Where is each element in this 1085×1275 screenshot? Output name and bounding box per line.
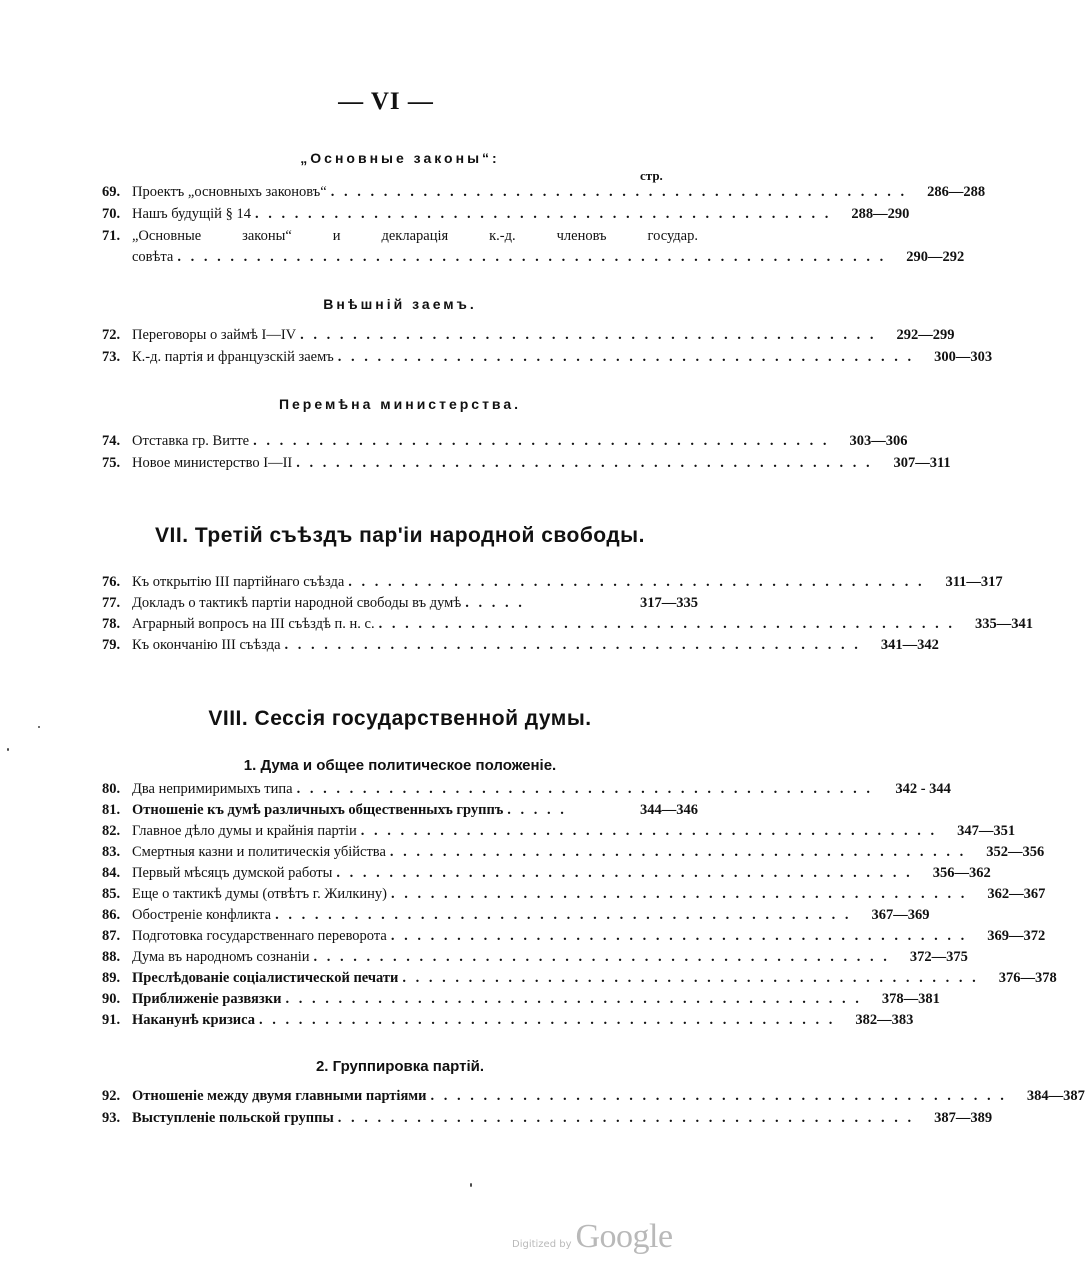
entry-pages: 307—311 <box>893 455 951 471</box>
entry-number: 71. <box>102 228 121 244</box>
digitized-watermark <box>512 1218 673 1256</box>
leader-dots: . . . . . . . . . . . . . . . . . . . . . . . . . . . . . . . . . . . . . . . . . . . . <box>389 844 967 860</box>
entry-pages: 356—362 <box>932 865 991 881</box>
entry-number: 88. <box>102 949 121 965</box>
leader-dots: . . . . . . . . . . . . . . . . . . . . . . . . . . . . . . . . . . . . . . . . . . . . <box>275 907 852 923</box>
entry-number: 76. <box>102 574 121 590</box>
toc-entry[interactable] <box>102 574 1003 596</box>
entry-title: Преслѣдованіе соціалистической печати <box>132 970 399 986</box>
entry-title: Первый мѣсяцъ думской работы <box>132 865 333 881</box>
entry-title: Выступленіе польской группы <box>132 1110 334 1126</box>
toc-entry[interactable] <box>102 991 940 1013</box>
subsection-heading-2: 2. Группировка партій. <box>315 1058 485 1075</box>
entry-title: „Основные законы“ и декларація к.-д. членовъ государ. <box>132 228 698 244</box>
toc-entry[interactable] <box>102 1012 914 1034</box>
entry-pages: 292—299 <box>896 327 955 343</box>
entry-number: 87. <box>102 928 121 944</box>
entry-title: Къ окончанію III съѣзда <box>132 637 281 653</box>
entry-number: 89. <box>102 970 121 986</box>
entry-number: 82. <box>102 823 121 839</box>
entry-number: 75. <box>102 455 121 471</box>
toc-entry[interactable] <box>102 184 986 206</box>
entry-title: Отношеніе между двумя главными партіями <box>132 1088 427 1104</box>
entry-title: Обостреніе конфликта <box>132 907 272 923</box>
entry-pages: 344—346 <box>640 802 698 818</box>
entry-number: 78. <box>102 616 121 632</box>
entry-number: 70. <box>102 206 121 222</box>
entry-pages: 303—306 <box>849 433 908 449</box>
entry-title: Переговоры о займѣ I—IV <box>132 327 297 343</box>
entry-pages: 300—303 <box>934 349 993 365</box>
entry-number: 80. <box>102 781 121 797</box>
scan-speck <box>470 1183 472 1187</box>
entry-pages: 288—290 <box>851 206 910 222</box>
toc-entry[interactable] <box>102 637 939 659</box>
toc-entry[interactable] <box>102 616 1033 638</box>
entry-pages: 286—288 <box>927 184 986 200</box>
entry-title: Дума въ народномъ сознаніи <box>132 949 310 965</box>
entry-pages: 369—372 <box>987 928 1046 944</box>
entry-number: 73. <box>102 349 121 365</box>
entry-pages: 335—341 <box>974 616 1033 632</box>
leader-dots: . . . . . . . . . . . . . . . . . . . . . . . . . . . . . . . . . . . . . . . . . . . . <box>254 206 832 222</box>
entry-title: Приближеніе развязки <box>132 991 282 1007</box>
entry-pages: 311—317 <box>945 574 1003 590</box>
leader-dots: . . . . . . . . . . . . . . . . . . . . . . . . . . . . . . . . . . . . . . . . . . . . <box>285 991 862 1007</box>
toc-entry[interactable] <box>102 886 1046 908</box>
entry-pages: 376—378 <box>998 970 1057 986</box>
entry-pages: 378—381 <box>881 991 940 1007</box>
section-heading-foreign-loan: Внѣшній заемъ. <box>323 296 477 312</box>
entry-title: Отношеніе къ думѣ различныхъ общественныхъ группъ <box>132 802 504 818</box>
entry-number: 83. <box>102 844 121 860</box>
scan-speck <box>7 748 9 751</box>
entry-title: Къ открытію III партійнаго съѣзда <box>132 574 345 590</box>
entry-title: Докладъ о тактикѣ партіи народной свободы въ думѣ <box>132 595 462 611</box>
toc-entry[interactable] <box>102 844 1045 866</box>
entry-number: 81. <box>102 802 121 818</box>
toc-entry[interactable] <box>102 595 698 617</box>
entry-pages: 387—389 <box>934 1110 993 1126</box>
entry-title: Наканунѣ кризиса <box>132 1012 256 1028</box>
entry-pages: 384—387 <box>1026 1088 1085 1104</box>
leader-dots: . . . . . . . . . . . . . . . . . . . . . . . . . . . . . . . . . . . . . . . . . . . . <box>336 865 913 881</box>
entry-number: 84. <box>102 865 121 881</box>
leader-dots: . . . . . . . . . . . . . . . . . . . . . . . . . . . . . . . . . . . . . . . . . . . . <box>296 455 873 471</box>
entry-title: Аграрный вопросъ на III съѣздѣ п. н. с. <box>132 616 375 632</box>
leader-dots: . . . . . . . . . . . . . . . . . . . . . . . . . . . . . . . . . . . . . . . . . . . . . . . . . . . . . . <box>177 249 887 265</box>
section-heading-basic-laws: „Основные законы“: <box>300 150 500 166</box>
entry-number: 93. <box>102 1110 121 1126</box>
leader-dots: . . . . . . . . . . . . . . . . . . . . . . . . . . . . . . . . . . . . . . . . . . . . <box>259 1012 836 1028</box>
toc-entry[interactable] <box>102 949 968 971</box>
entry-title: Подготовка государственнаго переворота <box>132 928 387 944</box>
toc-entry[interactable] <box>102 228 698 250</box>
entry-number: 92. <box>102 1088 121 1104</box>
entry-number: 69. <box>102 184 121 200</box>
toc-entry[interactable] <box>102 455 951 477</box>
leader-dots: . . . . . . . . . . . . . . . . . . . . . . . . . . . . . . . . . . . . . . . . . . . . <box>253 433 830 449</box>
toc-entry[interactable] <box>102 865 991 887</box>
toc-entry[interactable] <box>102 433 908 455</box>
entry-pages: 382—383 <box>855 1012 914 1028</box>
entry-pages: 367—369 <box>871 907 930 923</box>
leader-dots: . . . . . <box>507 802 567 818</box>
entry-pages: 317—335 <box>640 595 698 611</box>
subsection-heading-1: 1. Дума и общее политическое положеніе. <box>243 757 557 774</box>
toc-entry-continuation[interactable] <box>102 249 965 271</box>
entry-pages: 290—292 <box>906 249 965 265</box>
entry-pages: 352—356 <box>986 844 1045 860</box>
toc-entry[interactable] <box>102 349 993 371</box>
entry-title: Два непримиримыхъ типа <box>132 781 293 797</box>
leader-dots: . . . . . . . . . . . . . . . . . . . . . . . . . . . . . . . . . . . . . . . . . . . . <box>378 616 955 632</box>
entry-title: Смертныя казни и политическія убійства <box>132 844 386 860</box>
entry-title: Отставка гр. Витте <box>132 433 250 449</box>
chapter-heading-vii: VII. Третій съѣздъ пар'іи народной свободы. <box>155 524 645 547</box>
leader-dots: . . . . . . . . . . . . . . . . . . . . . . . . . . . . . . . . . . . . . . . . . . . . <box>330 184 908 200</box>
leader-dots: . . . . . . . . . . . . . . . . . . . . . . . . . . . . . . . . . . . . . . . . . . . . <box>348 574 925 590</box>
pages-column-label: стр. <box>640 168 663 183</box>
toc-entry[interactable] <box>102 206 910 228</box>
leader-dots: . . . . . . . . . . . . . . . . . . . . . . . . . . . . . . . . . . . . . . . . . . . . <box>296 781 873 797</box>
toc-entry[interactable] <box>102 907 930 929</box>
leader-dots: . . . . . . . . . . . . . . . . . . . . . . . . . . . . . . . . . . . . . . . . . . . . <box>390 886 968 902</box>
leader-dots: . . . . . . . . . . . . . . . . . . . . . . . . . . . . . . . . . . . . . . . . . . . . <box>313 949 890 965</box>
entry-title: Нашъ будущій § 14 <box>132 206 251 222</box>
toc-entry[interactable] <box>102 802 698 824</box>
entry-title: Главное дѣло думы и крайнія партіи <box>132 823 357 839</box>
toc-entry[interactable] <box>102 970 1057 992</box>
entry-title: Еще о тактикѣ думы (отвѣтъ г. Жилкину) <box>132 886 387 902</box>
entry-number: 79. <box>102 637 121 653</box>
entry-pages: 372—375 <box>909 949 968 965</box>
entry-pages: 342 - 344 <box>895 781 951 797</box>
leader-dots: . . . . . . . . . . . . . . . . . . . . . . . . . . . . . . . . . . . . . . . . . . . . <box>402 970 979 986</box>
entry-number: 90. <box>102 991 121 1007</box>
leader-dots: . . . . . . . . . . . . . . . . . . . . . . . . . . . . . . . . . . . . . . . . . . . . <box>337 349 915 365</box>
scan-speck <box>38 726 40 728</box>
toc-entry[interactable] <box>102 1110 993 1132</box>
entry-number: 74. <box>102 433 121 449</box>
leader-dots: . . . . . . . . . . . . . . . . . . . . . . . . . . . . . . . . . . . . . . . . . . . . <box>284 637 861 653</box>
entry-title: К.-д. партія и французскій заемъ <box>132 349 334 365</box>
google-logo: Google <box>575 1218 673 1255</box>
entry-pages: 347—351 <box>957 823 1016 839</box>
entry-number: 72. <box>102 327 121 343</box>
toc-entry[interactable] <box>102 781 951 803</box>
toc-entry[interactable] <box>102 1088 1085 1110</box>
chapter-heading-viii: VIII. Сессія государственной думы. <box>208 707 592 730</box>
toc-entry[interactable] <box>102 928 1046 950</box>
entry-title-continuation: совѣта <box>132 249 174 265</box>
entry-pages: 362—367 <box>987 886 1046 902</box>
toc-entry[interactable] <box>102 823 1016 845</box>
leader-dots: . . . . . . . . . . . . . . . . . . . . . . . . . . . . . . . . . . . . . . . . . . . . <box>390 928 968 944</box>
toc-entry[interactable] <box>102 327 955 349</box>
entry-number: 85. <box>102 886 121 902</box>
entry-pages: 341—342 <box>880 637 939 653</box>
entry-number: 77. <box>102 595 121 611</box>
leader-dots: . . . . . . . . . . . . . . . . . . . . . . . . . . . . . . . . . . . . . . . . . . . . <box>430 1088 1007 1104</box>
leader-dots: . . . . . <box>465 595 525 611</box>
entry-title: Проектъ „основныхъ законовъ“ <box>132 184 327 200</box>
entry-number: 86. <box>102 907 121 923</box>
leader-dots: . . . . . . . . . . . . . . . . . . . . . . . . . . . . . . . . . . . . . . . . . . . . <box>337 1110 915 1126</box>
leader-dots: . . . . . . . . . . . . . . . . . . . . . . . . . . . . . . . . . . . . . . . . . . . . <box>300 327 877 343</box>
page-number: — VI — <box>338 88 434 115</box>
leader-dots: . . . . . . . . . . . . . . . . . . . . . . . . . . . . . . . . . . . . . . . . . . . . <box>360 823 938 839</box>
section-heading-ministry-change: Перемѣна министерства. <box>278 396 522 412</box>
entry-title: Новое министерство I—II <box>132 455 293 471</box>
watermark-prefix: Digitized by <box>512 1239 572 1250</box>
entry-number: 91. <box>102 1012 121 1028</box>
